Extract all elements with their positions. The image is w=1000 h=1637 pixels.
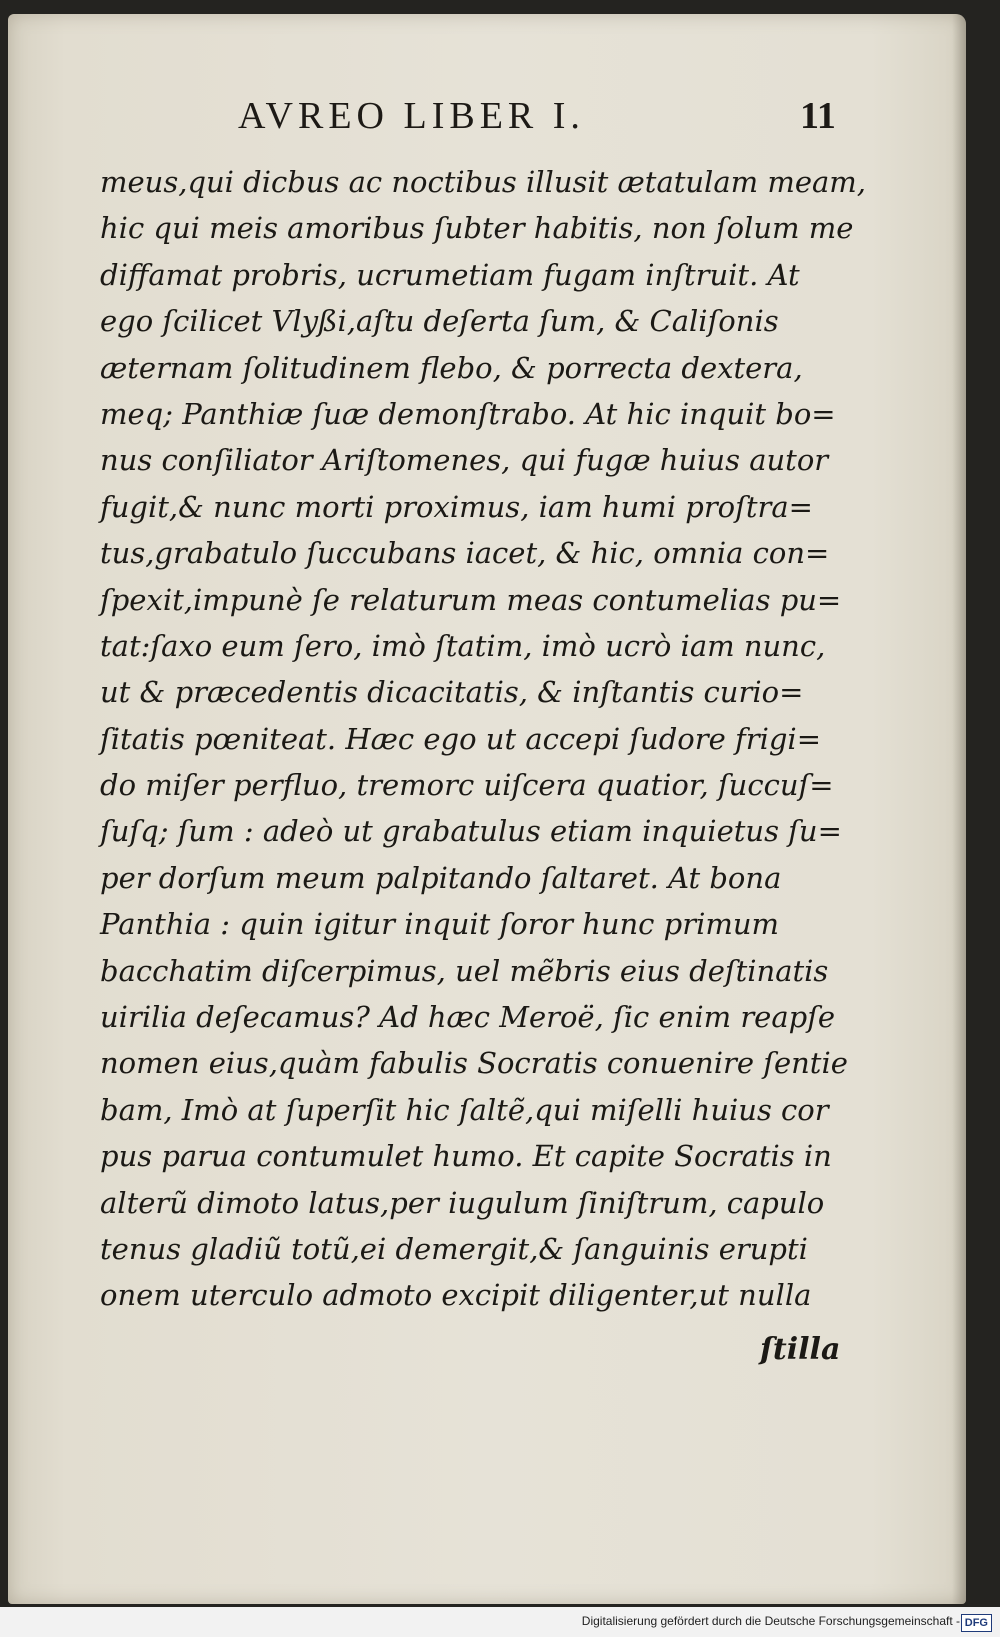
text-line: nus conſiliator Ariſtomenes, qui fugæ huius autor [100, 443, 829, 478]
text-line: diffamat probris, ucrumetiam fugam inſtruit. At [100, 257, 800, 292]
text-line: ſuſq; ſum : adeò ut grabatulus etiam inquietus ſu= [100, 814, 842, 849]
text-line: meq; Panthiæ ſuæ demonſtrabo. At hic inquit bo= [100, 396, 836, 431]
text-line: do miſer perfluo, tremorc uiſcera quatior, ſuccuſ= [100, 768, 834, 803]
text-line: bam, Imò at ſuperſit hic ſaltẽ,qui miſelli huius cor [100, 1092, 829, 1127]
text-line: ſpexit,impunè ſe relaturum meas contumelias pu= [100, 582, 842, 617]
text-line: hic qui meis amoribus ſubter habitis, non ſolum me [100, 211, 854, 246]
text-line: meus,qui dicbus ac noctibus illusit ætatulam meam, [100, 165, 867, 199]
text-line: pus parua contumulet humo. Et capite Socratis in [100, 1139, 832, 1174]
body-text [100, 159, 867, 1319]
text-line: uirilia deſecamus? Ad hæc Meroë, ſic enim reapſe [100, 1000, 836, 1035]
text-line: tat:ſaxo eum ſero, imò ſtatim, imò ucrò iam nunc, [100, 628, 826, 663]
text-line: tenus gladiũ totũ,ei demergit,& ſanguinis erupti [100, 1231, 808, 1266]
text-line: ſitatis pœniteat. Hæc ego ut accepi ſudore frigi= [100, 721, 822, 756]
text-line: tus,grabatulo ſuccubans iacet, & hic, omnia con= [100, 536, 830, 571]
text-line: nomen eius,quàm fabulis Socratis conuenire ſentie [100, 1046, 848, 1081]
text-line: æternam ſolitudinem flebo, & porrecta dextera, [100, 350, 803, 385]
text-line: Panthia : quin igitur inquit ſoror hunc primum [100, 907, 780, 942]
catchword: ſtilla [760, 1332, 841, 1367]
text-line: alterũ dimoto latus,per iugulum ſiniſtrum, capulo [100, 1185, 825, 1220]
funding-credit: Digitalisierung gefördert durch die Deutsche Forschungsgemeinschaft - [581, 1614, 960, 1628]
text-line: fugit,& nunc morti proximus, iam humi proſtra= [100, 489, 813, 524]
text-line: ego ſcilicet Vlyßi,aſtu deſerta ſum, & Caliſonis [100, 304, 779, 339]
dfg-logo-icon: DFG [961, 1614, 992, 1632]
text-line: onem uterculo admoto excipit diligenter,ut nulla [100, 1278, 812, 1313]
text-line: per dorſum meum palpitando ſaltaret. At bona [100, 860, 782, 895]
running-head: AVREO LIBER I. [238, 95, 585, 137]
footer-bar [0, 1607, 1000, 1637]
text-line: ut & præcedentis dicacitatis, & inſtantis curio= [100, 675, 804, 710]
text-line: bacchatim diſcerpimus, uel mẽbris eius deſtinatis [100, 953, 829, 988]
book-page [8, 14, 966, 1604]
page-number: 11 [800, 95, 836, 137]
